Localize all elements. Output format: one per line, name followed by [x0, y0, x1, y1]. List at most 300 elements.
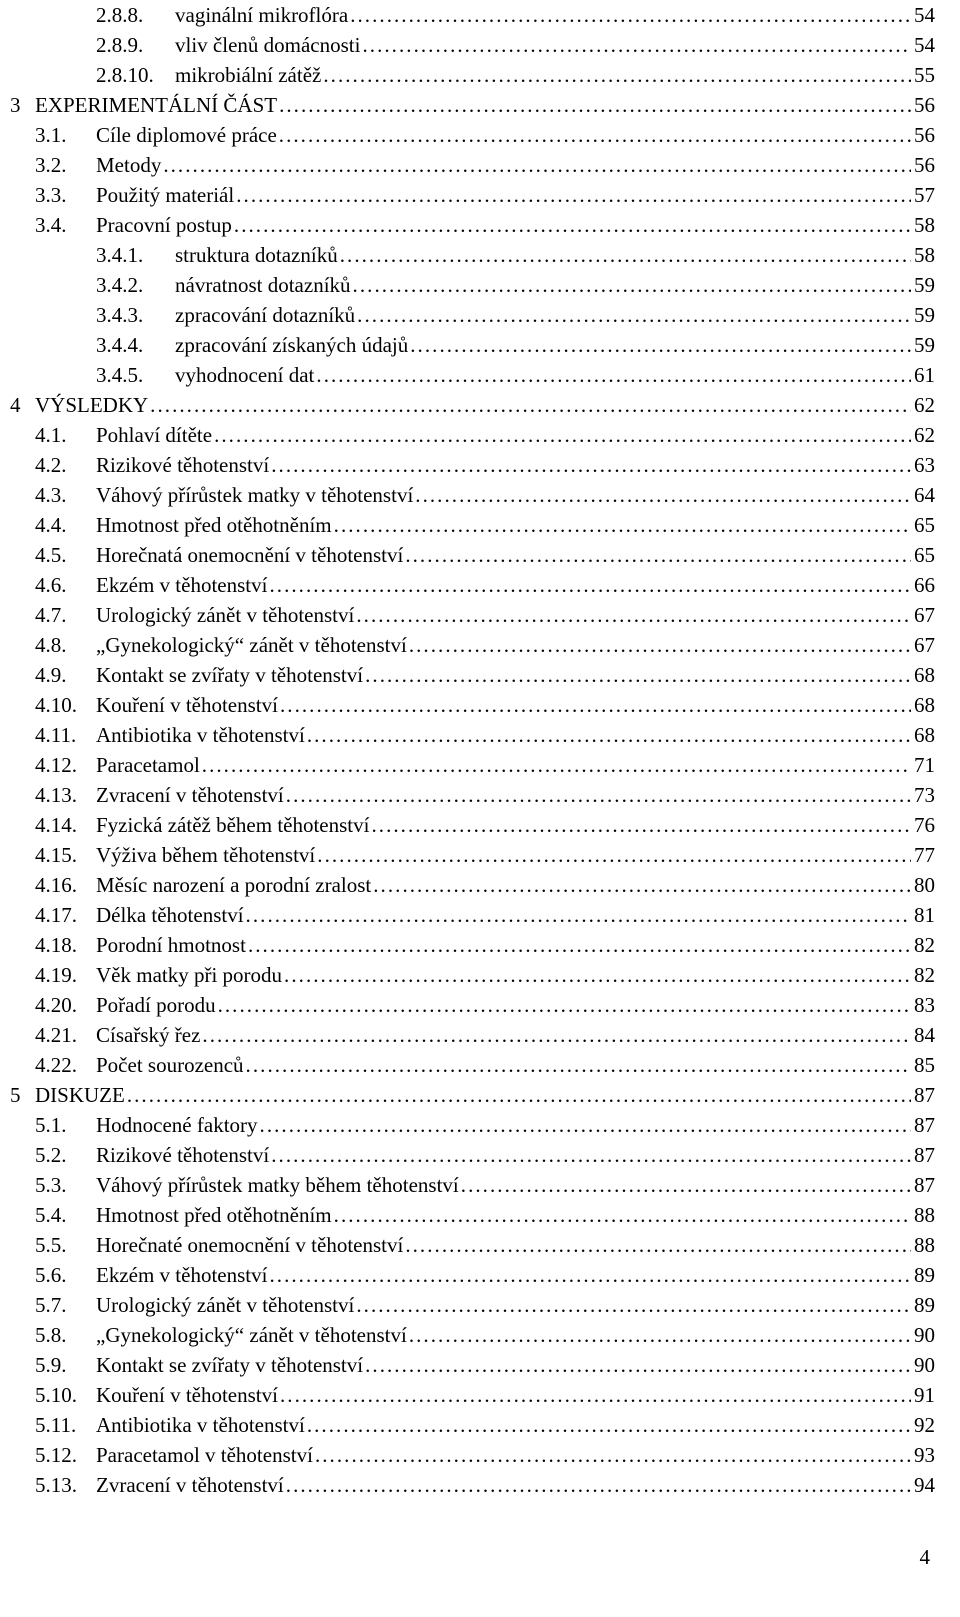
toc-entry-number: 3.4.4.: [96, 333, 144, 357]
toc-entry[interactable]: [0, 1350, 960, 1380]
toc-entry[interactable]: [0, 840, 960, 870]
toc-entry-page: 89: [914, 1263, 935, 1287]
toc-entry-number: 4.18.: [35, 933, 77, 957]
dot-leader: [340, 240, 911, 270]
toc-entry-number: 5: [10, 1083, 21, 1107]
toc-entry[interactable]: [0, 1380, 960, 1410]
toc-entry-title: Hmotnost před otěhotněním: [96, 1203, 332, 1227]
toc-entry-line: [96, 630, 935, 660]
toc-entry-title: Paracetamol v těhotenství: [96, 1443, 313, 1467]
dot-leader: [127, 1080, 911, 1110]
toc-entry-title: Věk matky při porodu: [96, 963, 283, 987]
toc-entry-title: Měsíc narození a porodní zralost: [96, 873, 372, 897]
toc-entry-line: [35, 390, 935, 420]
dot-leader: [246, 900, 911, 930]
toc-entry[interactable]: [0, 1470, 960, 1500]
toc-entry[interactable]: [0, 450, 960, 480]
toc-entry-page: 80: [914, 873, 935, 897]
dot-leader: [236, 180, 911, 210]
toc-entry-line: [96, 1020, 935, 1050]
toc-entry-line: [96, 960, 935, 990]
toc-entry-title: Váhový přírůstek matky v těhotenství: [96, 483, 414, 507]
toc-entry-page: 62: [914, 393, 935, 417]
toc-entry-page: 87: [914, 1083, 935, 1107]
toc-entry-page: 81: [914, 903, 935, 927]
toc-entry-line: [96, 780, 935, 810]
toc-entry-title: Metody: [96, 153, 162, 177]
toc-entry[interactable]: [0, 150, 960, 180]
toc-entry[interactable]: [0, 300, 960, 330]
dot-leader: [280, 690, 911, 720]
toc-entry-title: Ekzém v těhotenství: [96, 1263, 268, 1287]
toc-entry[interactable]: [0, 1050, 960, 1080]
toc-entry-title: Hmotnost před otěhotněním: [96, 513, 332, 537]
toc-entry-page: 77: [914, 843, 935, 867]
toc-entry-title: Horečnaté onemocnění v těhotenství: [96, 1233, 404, 1257]
dot-leader: [202, 750, 911, 780]
toc-entry-page: 76: [914, 813, 935, 837]
dot-leader: [234, 210, 911, 240]
toc-entry[interactable]: [0, 870, 960, 900]
toc-entry-page: 56: [914, 153, 935, 177]
dot-leader: [371, 810, 911, 840]
toc-entry-number: 4.13.: [35, 783, 77, 807]
toc-entry-title: Cíle diplomové práce: [96, 123, 277, 147]
toc-entry-number: 4: [10, 393, 21, 417]
toc-entry-number: 4.15.: [35, 843, 77, 867]
dot-leader: [405, 540, 911, 570]
dot-leader: [362, 30, 911, 60]
toc-entry-number: 3.4.: [35, 213, 67, 237]
toc-entry-page: 64: [914, 483, 935, 507]
toc-entry-number: 4.11.: [35, 723, 77, 747]
dot-leader: [334, 1200, 911, 1230]
dot-leader: [269, 570, 911, 600]
dot-leader: [409, 1320, 911, 1350]
toc-entry[interactable]: [0, 30, 960, 60]
toc-entry-page: 61: [914, 363, 935, 387]
toc-entry-number: 4.6.: [35, 573, 67, 597]
toc-entry-number: 5.9.: [35, 1353, 67, 1377]
toc-entry-page: 85: [914, 1053, 935, 1077]
dot-leader: [214, 420, 911, 450]
toc-entry-number: 3.4.3.: [96, 303, 144, 327]
dot-leader: [409, 630, 911, 660]
toc-entry-page: 63: [914, 453, 935, 477]
toc-entry-title: Urologický zánět v těhotenství: [96, 603, 355, 627]
toc-entry-number: 5.12.: [35, 1443, 77, 1467]
toc-entry-number: 4.5.: [35, 543, 67, 567]
dot-leader: [279, 120, 911, 150]
toc-entry[interactable]: [0, 240, 960, 270]
toc-entry[interactable]: [0, 420, 960, 450]
toc-entry-page: 67: [914, 603, 935, 627]
dot-leader: [373, 870, 911, 900]
toc-entry-title: Horečnatá onemocnění v těhotenství: [96, 543, 404, 567]
toc-entry-title: Rizikové těhotenství: [96, 1143, 270, 1167]
toc-entry-title: návratnost dotazníků: [175, 273, 351, 297]
toc-entry-title: vaginální mikroflóra: [175, 3, 349, 27]
dot-leader: [260, 1110, 911, 1140]
toc-entry-page: 54: [914, 33, 935, 57]
toc-entry-page: 94: [914, 1473, 935, 1497]
toc-entry-number: 4.22.: [35, 1053, 77, 1077]
toc-entry[interactable]: [0, 1200, 960, 1230]
toc-entry-page: 68: [914, 663, 935, 687]
toc-entry-title: Kouření v těhotenství: [96, 1383, 278, 1407]
toc-entry[interactable]: [0, 1290, 960, 1320]
toc-entry-title: Paracetamol: [96, 753, 200, 777]
toc-entry-number: 4.10.: [35, 693, 77, 717]
toc-entry-number: 4.7.: [35, 603, 67, 627]
dot-leader: [415, 480, 911, 510]
toc-entry-title: struktura dotazníků: [175, 243, 338, 267]
toc-entry-number: 3.1.: [35, 123, 67, 147]
toc-entry-page: 62: [914, 423, 935, 447]
dot-leader: [248, 930, 911, 960]
toc-entry-title: Hodnocené faktory: [96, 1113, 258, 1137]
toc-entry-page: 59: [914, 303, 935, 327]
toc-entry[interactable]: [0, 630, 960, 660]
toc-entry-line: [96, 180, 935, 210]
toc-entry-line: [96, 1290, 935, 1320]
toc-entry-line: [175, 30, 935, 60]
toc-entry-number: 4.14.: [35, 813, 77, 837]
toc-entry-title: Urologický zánět v těhotenství: [96, 1293, 355, 1317]
toc-entry-page: 55: [914, 63, 935, 87]
toc-entry-page: 91: [914, 1383, 935, 1407]
dot-leader: [307, 720, 911, 750]
toc-entry-line: [96, 840, 935, 870]
toc-entry-number: 4.12.: [35, 753, 77, 777]
toc-entry-number: 3.4.1.: [96, 243, 144, 267]
toc-entry-title: Váhový přírůstek matky během těhotenství: [96, 1173, 459, 1197]
toc-entry[interactable]: [0, 330, 960, 360]
toc-entry-line: [96, 1170, 935, 1200]
toc-entry-page: 73: [914, 783, 935, 807]
toc-entry-line: [96, 450, 935, 480]
toc-entry-number: 5.5.: [35, 1233, 67, 1257]
toc-entry-number: 4.17.: [35, 903, 77, 927]
toc-entry[interactable]: [0, 960, 960, 990]
toc-entry-page: 59: [914, 333, 935, 357]
dot-leader: [316, 360, 911, 390]
toc-entry[interactable]: [0, 1320, 960, 1350]
toc-entry-title: Rizikové těhotenství: [96, 453, 270, 477]
toc-entry[interactable]: [0, 570, 960, 600]
toc-entry-number: 4.2.: [35, 453, 67, 477]
toc-entry-number: 5.4.: [35, 1203, 67, 1227]
toc-entry-title: Zvracení v těhotenství: [96, 1473, 284, 1497]
toc-entry[interactable]: [0, 810, 960, 840]
toc-entry-page: 82: [914, 963, 935, 987]
toc-entry-title: Kontakt se zvířaty v těhotenství: [96, 1353, 364, 1377]
toc-entry-title: Antibiotika v těhotenství: [96, 723, 305, 747]
toc-entry-title: Pořadí porodu: [96, 993, 216, 1017]
toc-entry-number: 4.4.: [35, 513, 67, 537]
toc-entry-number: 5.1.: [35, 1113, 67, 1137]
toc-entry[interactable]: [0, 1410, 960, 1440]
toc-entry-line: [96, 480, 935, 510]
dot-leader: [202, 1020, 911, 1050]
toc-entry-line: [175, 270, 935, 300]
toc-entry[interactable]: [0, 990, 960, 1020]
dot-leader: [279, 90, 911, 120]
toc-entry-line: [96, 420, 935, 450]
toc-entry-number: 5.13.: [35, 1473, 77, 1497]
toc-entry-title: vyhodnocení dat: [175, 363, 315, 387]
toc-entry-number: 5.3.: [35, 1173, 67, 1197]
toc-entry[interactable]: [0, 480, 960, 510]
toc-entry-line: [96, 810, 935, 840]
toc-entry-title: VÝSLEDKY: [35, 393, 149, 417]
toc-entry-line: [96, 900, 935, 930]
toc-entry-page: 65: [914, 543, 935, 567]
toc-entry-title: zpracování získaných údajů: [175, 333, 409, 357]
dot-leader: [280, 1380, 911, 1410]
dot-leader: [353, 270, 911, 300]
toc-entry-line: [175, 60, 935, 90]
toc-entry[interactable]: [0, 390, 960, 420]
toc-entry-number: 2.8.9.: [96, 33, 144, 57]
toc-entry-number: 2.8.10.: [96, 63, 154, 87]
toc-entry-page: 87: [914, 1173, 935, 1197]
toc-entry-page: 84: [914, 1023, 935, 1047]
dot-leader: [461, 1170, 911, 1200]
toc-entry-line: [96, 570, 935, 600]
toc-entry-line: [35, 90, 935, 120]
toc-entry-page: 87: [914, 1113, 935, 1137]
toc-entry-line: [96, 1380, 935, 1410]
toc-entry[interactable]: [0, 1170, 960, 1200]
toc-entry-page: 56: [914, 123, 935, 147]
toc-entry-line: [96, 1230, 935, 1260]
dot-leader: [356, 1290, 911, 1320]
toc-entry[interactable]: [0, 1080, 960, 1110]
toc-entry-line: [96, 510, 935, 540]
toc-entry-page: 87: [914, 1143, 935, 1167]
toc-entry-title: Počet sourozenců: [96, 1053, 244, 1077]
dot-leader: [246, 1050, 911, 1080]
toc-entry-line: [35, 1080, 935, 1110]
toc-entry-title: Kouření v těhotenství: [96, 693, 278, 717]
dot-leader: [365, 660, 911, 690]
dot-leader: [271, 450, 911, 480]
toc-entry-number: 4.21.: [35, 1023, 77, 1047]
toc-entry-page: 68: [914, 693, 935, 717]
toc-entry-page: 82: [914, 933, 935, 957]
toc-entry-line: [96, 1410, 935, 1440]
toc-entry-title: Pohlaví dítěte: [96, 423, 213, 447]
toc-entry[interactable]: [0, 0, 960, 30]
toc-entry-number: 5.11.: [35, 1413, 77, 1437]
toc-entry-number: 5.6.: [35, 1263, 67, 1287]
toc-entry-title: Délka těhotenství: [96, 903, 244, 927]
dot-leader: [163, 150, 911, 180]
toc-entry-number: 3.3.: [35, 183, 67, 207]
dot-leader: [350, 0, 911, 30]
toc-entry-line: [96, 120, 935, 150]
toc-entry[interactable]: [0, 510, 960, 540]
toc-entry-line: [96, 1050, 935, 1080]
page-number: 4: [919, 1545, 930, 1569]
toc-entry-line: [175, 0, 935, 30]
toc-entry-number: 4.20.: [35, 993, 77, 1017]
toc-entry[interactable]: [0, 90, 960, 120]
toc-entry-line: [96, 1260, 935, 1290]
toc-entry-line: [96, 1140, 935, 1170]
toc-entry-line: [96, 660, 935, 690]
toc-entry-number: 3.2.: [35, 153, 67, 177]
toc-entry-title: Císařský řez: [96, 1023, 201, 1047]
toc-entry[interactable]: [0, 180, 960, 210]
dot-leader: [218, 990, 911, 1020]
toc-entry-number: 3.4.2.: [96, 273, 144, 297]
toc-entry-line: [175, 240, 935, 270]
toc-entry-page: 54: [914, 3, 935, 27]
toc-entry-title: Antibiotika v těhotenství: [96, 1413, 305, 1437]
dot-leader: [307, 1410, 911, 1440]
toc-entry-page: 92: [914, 1413, 935, 1437]
toc-entry-title: Použitý materiál: [96, 183, 235, 207]
dot-leader: [356, 600, 911, 630]
dot-leader: [365, 1350, 911, 1380]
toc-entry-line: [96, 690, 935, 720]
toc-entry-page: 68: [914, 723, 935, 747]
toc-entry-title: zpracování dotazníků: [175, 303, 356, 327]
toc-entry-line: [96, 150, 935, 180]
toc-entry[interactable]: [0, 720, 960, 750]
dot-leader: [286, 780, 911, 810]
dot-leader: [271, 1140, 911, 1170]
toc-entry-line: [96, 210, 935, 240]
toc-entry-page: 88: [914, 1203, 935, 1227]
toc-entry-page: 58: [914, 213, 935, 237]
toc-entry-number: 3.4.5.: [96, 363, 144, 387]
toc-entry-title: „Gynekologický“ zánět v těhotenství: [96, 1323, 407, 1347]
toc-entry-title: mikrobiální zátěž: [175, 63, 322, 87]
dot-leader: [284, 960, 911, 990]
toc-entry-number: 5.2.: [35, 1143, 67, 1167]
toc-entry[interactable]: [0, 1230, 960, 1260]
toc-entry[interactable]: [0, 690, 960, 720]
toc-entry-number: 3: [10, 93, 21, 117]
dot-leader: [410, 330, 911, 360]
dot-leader: [315, 1440, 911, 1470]
toc-entry-line: [96, 720, 935, 750]
toc-entry-page: 89: [914, 1293, 935, 1317]
toc-entry-page: 58: [914, 243, 935, 267]
toc-entry-number: 4.9.: [35, 663, 67, 687]
toc-entry-page: 66: [914, 573, 935, 597]
toc-entry-title: DISKUZE: [35, 1083, 125, 1107]
toc-entry-line: [96, 540, 935, 570]
toc-entry-number: 2.8.8.: [96, 3, 144, 27]
toc-entry[interactable]: [0, 360, 960, 390]
toc-entry[interactable]: [0, 210, 960, 240]
toc-entry[interactable]: [0, 660, 960, 690]
toc-entry-number: 5.8.: [35, 1323, 67, 1347]
toc-entry-line: [96, 1200, 935, 1230]
toc-entry[interactable]: [0, 1020, 960, 1050]
toc-entry-line: [175, 330, 935, 360]
toc-entry-title: EXPERIMENTÁLNÍ ČÁST: [35, 93, 278, 117]
toc-entry[interactable]: [0, 600, 960, 630]
toc-entry-number: 4.3.: [35, 483, 67, 507]
toc-entry-title: Ekzém v těhotenství: [96, 573, 268, 597]
toc-entry[interactable]: [0, 1110, 960, 1140]
toc-entry[interactable]: [0, 1440, 960, 1470]
toc-entry-title: vliv členů domácnosti: [175, 33, 361, 57]
toc-entry-page: 90: [914, 1353, 935, 1377]
toc-entry-number: 4.16.: [35, 873, 77, 897]
toc-entry-line: [96, 600, 935, 630]
dot-leader: [150, 390, 911, 420]
toc-entry-number: 4.8.: [35, 633, 67, 657]
toc-entry-page: 65: [914, 513, 935, 537]
toc-entry-line: [96, 930, 935, 960]
toc-entry-title: Fyzická zátěž během těhotenství: [96, 813, 370, 837]
toc-entry-line: [96, 1440, 935, 1470]
toc-entry-page: 56: [914, 93, 935, 117]
toc-entry-title: Pracovní postup: [96, 213, 232, 237]
toc-entry-line: [96, 750, 935, 780]
toc-entry-line: [96, 870, 935, 900]
toc-entry-title: Kontakt se zvířaty v těhotenství: [96, 663, 364, 687]
dot-leader: [286, 1470, 911, 1500]
toc-entry-line: [96, 1350, 935, 1380]
toc-entry-page: 67: [914, 633, 935, 657]
toc-entry[interactable]: [0, 540, 960, 570]
toc-entry-number: 5.7.: [35, 1293, 67, 1317]
toc-entry-line: [96, 1110, 935, 1140]
toc-entry-number: 5.10.: [35, 1383, 77, 1407]
dot-leader: [317, 840, 911, 870]
toc-entry-page: 88: [914, 1233, 935, 1257]
dot-leader: [405, 1230, 911, 1260]
toc-entry[interactable]: [0, 270, 960, 300]
toc-entry[interactable]: [0, 780, 960, 810]
toc-entry-line: [96, 1470, 935, 1500]
toc-entry-line: [175, 300, 935, 330]
toc-entry-page: 93: [914, 1443, 935, 1467]
toc-entry-page: 57: [914, 183, 935, 207]
toc-entry[interactable]: [0, 750, 960, 780]
toc-entry[interactable]: [0, 60, 960, 90]
toc-entry-line: [96, 990, 935, 1020]
toc-entry-title: Zvracení v těhotenství: [96, 783, 284, 807]
toc-entry[interactable]: [0, 120, 960, 150]
toc-entry-page: 71: [914, 753, 935, 777]
toc-entry-number: 4.1.: [35, 423, 67, 447]
toc-entry[interactable]: [0, 1140, 960, 1170]
toc-entry[interactable]: [0, 1260, 960, 1290]
toc-entry-page: 59: [914, 273, 935, 297]
toc-entry[interactable]: [0, 900, 960, 930]
dot-leader: [323, 60, 911, 90]
toc-entry-line: [175, 360, 935, 390]
toc-entry-title: Porodní hmotnost: [96, 933, 246, 957]
dot-leader: [269, 1260, 911, 1290]
toc-entry-number: 4.19.: [35, 963, 77, 987]
toc-entry-page: 83: [914, 993, 935, 1017]
dot-leader: [357, 300, 911, 330]
toc-entry[interactable]: [0, 930, 960, 960]
toc-entry-line: [96, 1320, 935, 1350]
toc-entry-title: „Gynekologický“ zánět v těhotenství: [96, 633, 407, 657]
toc-entry-title: Výživa během těhotenství: [96, 843, 316, 867]
toc-entry-page: 90: [914, 1323, 935, 1347]
